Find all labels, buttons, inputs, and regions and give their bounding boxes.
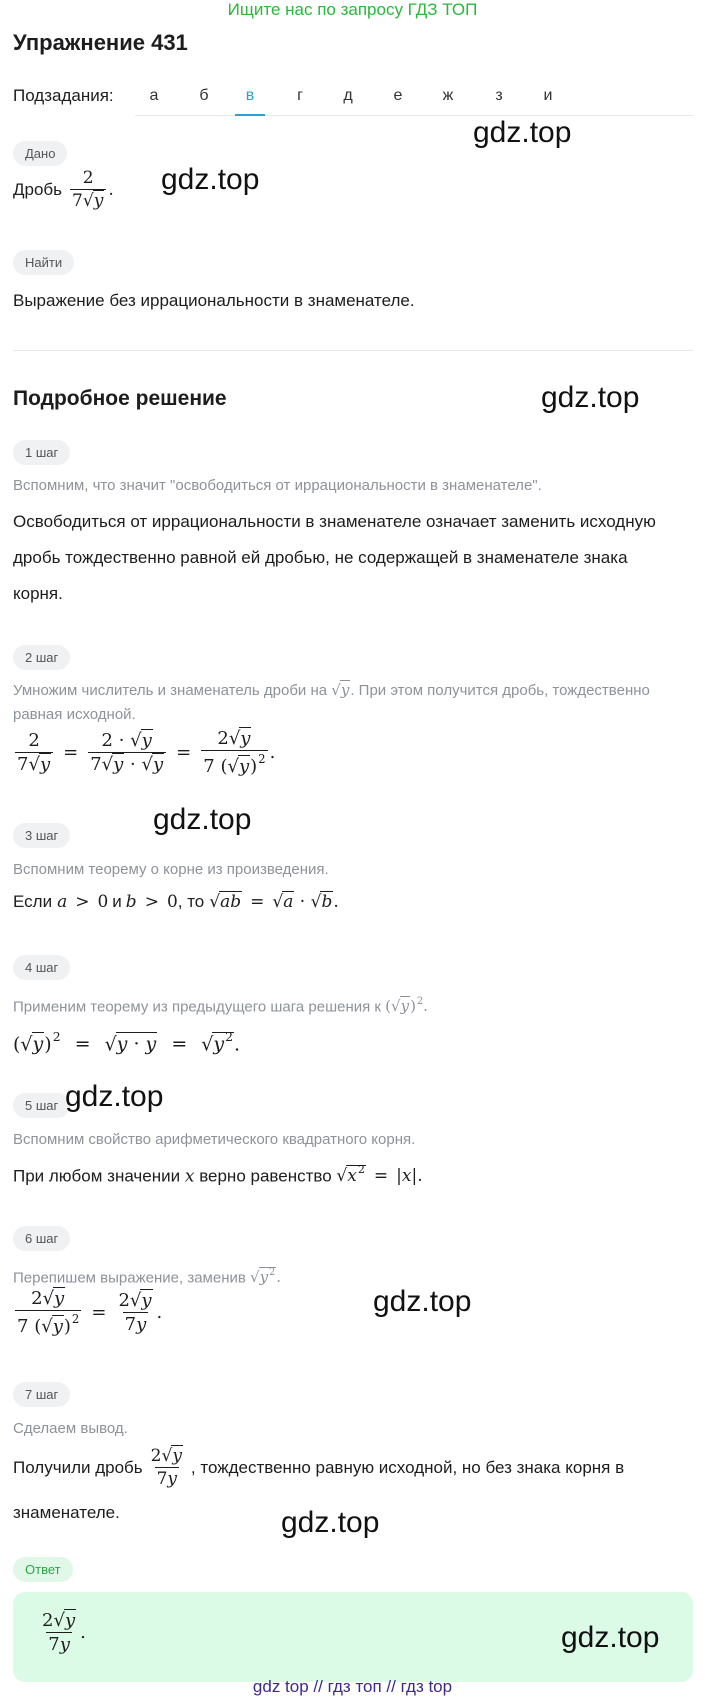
step-2-formula: $\frac{2}{7√y}$ = $\frac{2 \cdot √y}{7√y \cdot √y}$ = $\frac{2√y}{7 (√y)^2}$ .: [17, 728, 276, 777]
step-7-continued: знаменателе.: [13, 1503, 120, 1522]
watermark: gdz.top: [373, 1285, 472, 1318]
step-3-pill: 3 шаг: [13, 823, 70, 848]
step-1-pill: 1 шаг: [13, 440, 70, 465]
step-7-pill: 7 шаг: [13, 1382, 70, 1407]
tab-g[interactable]: г: [297, 87, 303, 104]
section-divider: [13, 350, 693, 351]
subtask-tabs: [135, 76, 693, 116]
answer-pill: Ответ: [13, 1557, 73, 1582]
given-fraction: $\frac{2}{7√y}$ .: [72, 168, 114, 211]
step-3-statement: Если a > 0 и b > 0 , то √ab = √a · √b.: [13, 892, 339, 912]
top-banner[interactable]: Ищите нас по запросу ГДЗ ТОП: [227, 0, 478, 19]
step-6-pill: 6 шаг: [13, 1226, 70, 1251]
watermark: gdz.top: [65, 1080, 164, 1113]
step-5-pill: 5 шаг: [13, 1093, 70, 1118]
step-1-text: Освободиться от иррациональности в знаменателе означает заменить исходную дробь тождественно равной ей дробью, не содержащей в знаменателе знака корня.: [13, 512, 656, 603]
find-text: Выражение без иррациональности в знаменателе.: [13, 291, 415, 310]
tab-b[interactable]: б: [199, 87, 209, 104]
step-3-hint: Вспомним теорему о корне из произведения.: [13, 861, 329, 878]
tab-e[interactable]: е: [393, 87, 403, 104]
step-5-hint: Вспомним свойство арифметического квадратного корня.: [13, 1131, 416, 1148]
step-7-hint: Сделаем вывод.: [13, 1420, 128, 1437]
step-4-hint: Применим теорему из предыдущего шага решения к $(√y)^2$.: [13, 996, 428, 1016]
tab-d[interactable]: д: [343, 87, 353, 104]
step-6-formula: $\frac{2√y}{7 (√y)^2}$ = $\frac{2√y}{7y}$ .: [17, 1288, 163, 1337]
watermark: gdz.top: [153, 803, 252, 836]
step-2-pill: 2 шаг: [13, 645, 70, 670]
watermark: gdz.top: [473, 116, 572, 149]
given-pill: Дано: [13, 141, 67, 166]
tab-i[interactable]: и: [543, 87, 553, 104]
given-prefix: Дробь: [13, 179, 63, 199]
tab-a[interactable]: а: [149, 87, 159, 104]
tab-zh[interactable]: ж: [442, 87, 454, 104]
step-1-hint: Вспомним, что значит "освободиться от иррациональности в знаменателе".: [13, 477, 542, 494]
tab-z[interactable]: з: [495, 87, 503, 104]
watermark: gdz.top: [281, 1506, 380, 1539]
step-5-statement: При любом значении x верно равенство $√x^2 = |x|$.: [13, 1163, 423, 1187]
footer-links[interactable]: gdz top // гдз топ // гдз top: [252, 1677, 453, 1696]
solution-title: Подробное решение: [13, 387, 227, 410]
step-7-statement: Получили дробь $\frac{2√y}{7y}$ , тождественно равную исходной, но без знака корня в: [13, 1446, 625, 1489]
answer-formula: $\frac{2√y}{7y}$ .: [42, 1610, 86, 1655]
page-title: Упражнение 431: [13, 30, 188, 55]
step-4-pill: 4 шаг: [13, 955, 70, 980]
step-2-hint: Умножим числитель и знаменатель дроби на √y. При этом получится дробь, тождественно равная исходной.: [13, 681, 650, 723]
given-statement: [13, 168, 114, 211]
watermark: gdz.top: [561, 1621, 660, 1654]
find-pill: Найти: [13, 250, 74, 275]
subtasks-label: Подзадания:: [13, 86, 114, 105]
watermark: gdz.top: [161, 163, 260, 196]
tab-v[interactable]: в: [235, 76, 265, 116]
watermark: gdz.top: [541, 381, 640, 414]
step-4-formula: $(√y)^2 = √y \cdot y = √y^2$.: [13, 1030, 241, 1056]
step-6-hint: Перепишем выражение, заменив $√y^2$.: [13, 1267, 282, 1287]
